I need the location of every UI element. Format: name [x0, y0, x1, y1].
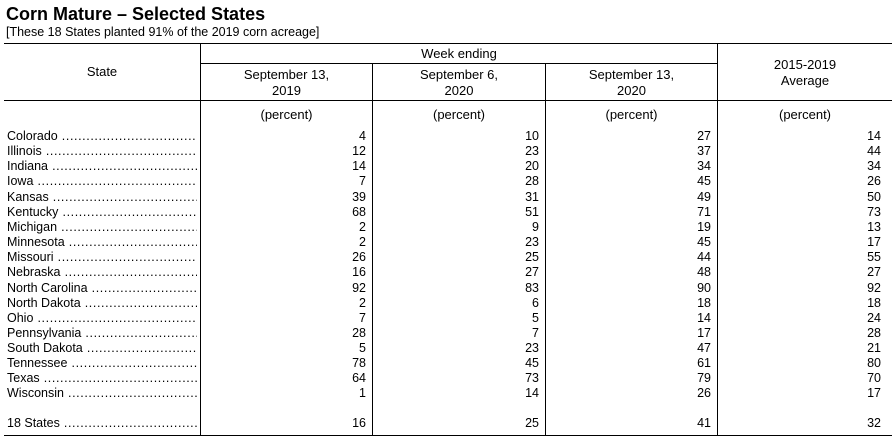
table-row: [0, 265, 896, 280]
value-sep13-2020: 44: [697, 250, 711, 264]
table-row: [0, 205, 896, 220]
table-row: [0, 281, 896, 296]
value-sep6-2020: 28: [525, 174, 539, 188]
value-average: 17: [867, 235, 881, 249]
table-bottom-rule: [4, 435, 892, 436]
value-sep13-2020: 45: [697, 174, 711, 188]
value-sep13-2019: 1: [359, 386, 366, 400]
unit-label: (percent): [432, 107, 486, 122]
value-sep13-2020: 47: [697, 341, 711, 355]
value-sep13-2020: 49: [697, 190, 711, 204]
table-row: [0, 326, 896, 341]
column-header-line: September 13,: [243, 67, 330, 82]
value-sep6-2020: 9: [532, 220, 539, 234]
state-name: Minnesota .....: [7, 235, 197, 250]
value-sep13-2019: 2: [359, 220, 366, 234]
week-ending-rule: [201, 63, 717, 64]
column-header-line: 2015-2019: [773, 57, 837, 72]
value-average: 92: [867, 281, 881, 295]
value-sep13-2020: 45: [697, 235, 711, 249]
table-row: [0, 356, 896, 371]
unit-label: (percent): [605, 107, 658, 122]
total-row: [0, 416, 896, 431]
table-row: [0, 174, 896, 189]
state-name: Iowa .....: [7, 174, 197, 189]
column-header-line: Average: [780, 73, 830, 88]
value-average: 34: [867, 159, 881, 173]
column-header-line: September 13,: [588, 67, 675, 82]
column-header-sep13-2019: [201, 67, 372, 99]
value-sep6-2020: 7: [532, 326, 539, 340]
value-sep13-2020: 27: [697, 129, 711, 143]
column-header-line: 2020: [617, 83, 646, 98]
table-row: [0, 144, 896, 159]
state-name: Kentucky .....: [7, 205, 197, 220]
value-sep13-2020: 18: [697, 296, 711, 310]
value-average: 55: [867, 250, 881, 264]
value-sep6-2020: 45: [525, 356, 539, 370]
value-average: 24: [867, 311, 881, 325]
table-row: [0, 159, 896, 174]
value-sep13-2020: 90: [697, 281, 711, 295]
state-name: Kansas .....: [7, 190, 197, 205]
value-sep6-2020: 14: [525, 386, 539, 400]
state-name: Missouri .....: [7, 250, 197, 265]
state-name: Illinois .....: [7, 144, 197, 159]
value-average: 80: [867, 356, 881, 370]
value-sep13-2020: 61: [697, 356, 711, 370]
value-sep13-2019: 2: [359, 235, 366, 249]
value-sep6-2020: 73: [525, 371, 539, 385]
value-sep13-2020: 48: [697, 265, 711, 279]
value-sep6-2020: 20: [525, 159, 539, 173]
report-title: Corn Mature – Selected States: [6, 4, 266, 24]
value-average: 14: [867, 129, 881, 143]
state-name: Indiana .....: [7, 159, 197, 174]
value-sep6-2020: 10: [525, 129, 539, 143]
table-row: [0, 190, 896, 205]
state-name: Tennessee .....: [7, 356, 197, 371]
unit-label: (percent): [260, 107, 313, 122]
value-sep13-2020: 14: [697, 311, 711, 325]
table-row: [0, 296, 896, 311]
value-average: 21: [867, 341, 881, 355]
table-top-rule: [4, 43, 892, 44]
unit-label: (percent): [778, 107, 832, 122]
value-sep13-2020: 37: [697, 144, 711, 158]
state-name: North Dakota .....: [7, 296, 197, 311]
state-name: South Dakota .....: [7, 341, 197, 356]
value-average: 26: [867, 174, 881, 188]
table-row: [0, 220, 896, 235]
value-sep13-2019: 12: [352, 144, 366, 158]
value-sep13-2019: 5: [359, 341, 366, 355]
value-sep6-2020: 23: [525, 235, 539, 249]
value-sep13-2020: 71: [697, 205, 711, 219]
value-average: 32: [867, 416, 881, 430]
table-row: [0, 386, 896, 401]
value-sep6-2020: 23: [525, 341, 539, 355]
column-header-sep13-2020: [546, 67, 717, 99]
value-average: 70: [867, 371, 881, 385]
value-sep13-2020: 79: [697, 371, 711, 385]
report-subtitle: [These 18 States planted 91% of the 2019 corn acreage]: [6, 25, 320, 39]
state-name: Wisconsin .....: [7, 386, 197, 401]
state-column-header: State: [86, 64, 118, 79]
value-sep13-2019: 16: [352, 265, 366, 279]
header-bottom-rule: [4, 100, 892, 101]
value-sep13-2019: 26: [352, 250, 366, 264]
value-sep13-2019: 4: [359, 129, 366, 143]
column-header-average: [718, 57, 892, 89]
value-average: 44: [867, 144, 881, 158]
table-row: [0, 129, 896, 144]
value-sep13-2019: 7: [359, 174, 366, 188]
value-average: 27: [867, 265, 881, 279]
value-sep13-2019: 14: [352, 159, 366, 173]
column-header-line: September 6,: [419, 67, 499, 82]
value-sep13-2020: 19: [697, 220, 711, 234]
value-average: 18: [867, 296, 881, 310]
state-name: 18 States .....: [7, 416, 197, 431]
state-name: North Carolina .....: [7, 281, 197, 296]
value-sep13-2020: 41: [697, 416, 711, 430]
value-sep6-2020: 51: [525, 205, 539, 219]
state-name: Ohio .....: [7, 311, 197, 326]
table-row: [0, 371, 896, 386]
value-sep6-2020: 27: [525, 265, 539, 279]
value-sep6-2020: 31: [525, 190, 539, 204]
value-average: 13: [867, 220, 881, 234]
value-sep13-2019: 16: [352, 416, 366, 430]
state-name: Pennsylvania .....: [7, 326, 197, 341]
state-name: Colorado .....: [7, 129, 197, 144]
value-sep13-2019: 64: [352, 371, 366, 385]
value-sep13-2019: 28: [352, 326, 366, 340]
value-average: 17: [867, 386, 881, 400]
value-average: 50: [867, 190, 881, 204]
week-ending-header: Week ending: [421, 46, 497, 61]
column-header-sep6-2020: [373, 67, 545, 99]
value-average: 28: [867, 326, 881, 340]
state-name: Texas .....: [7, 371, 197, 386]
value-sep6-2020: 25: [525, 416, 539, 430]
value-sep13-2019: 39: [352, 190, 366, 204]
state-name: Michigan .....: [7, 220, 197, 235]
column-header-line: 2019: [272, 83, 301, 98]
value-sep13-2019: 68: [352, 205, 366, 219]
value-sep6-2020: 83: [525, 281, 539, 295]
value-sep13-2020: 26: [697, 386, 711, 400]
value-sep13-2020: 17: [697, 326, 711, 340]
state-name: Nebraska .....: [7, 265, 197, 280]
value-sep13-2019: 92: [352, 281, 366, 295]
table-row: [0, 311, 896, 326]
value-average: 73: [867, 205, 881, 219]
table-row: [0, 250, 896, 265]
value-sep6-2020: 23: [525, 144, 539, 158]
value-sep6-2020: 6: [532, 296, 539, 310]
value-sep13-2019: 7: [359, 311, 366, 325]
value-sep13-2019: 78: [352, 356, 366, 370]
value-sep13-2020: 34: [697, 159, 711, 173]
value-sep6-2020: 25: [525, 250, 539, 264]
value-sep6-2020: 5: [532, 311, 539, 325]
table-row: [0, 235, 896, 250]
column-header-line: 2020: [444, 83, 474, 98]
value-sep13-2019: 2: [359, 296, 366, 310]
table-row: [0, 341, 896, 356]
